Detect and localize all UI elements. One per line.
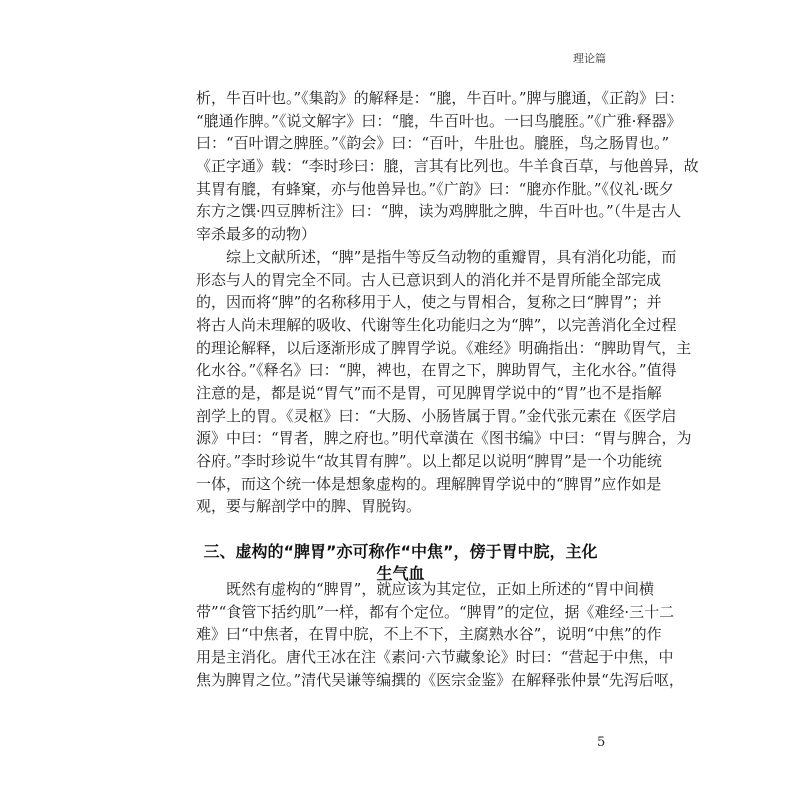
text-line: 难》曰“中焦者，在胃中脘，不上不下，主腐熟水谷”，说明“中焦”的作 [196,625,662,644]
text-line: 的理论解释，以后逐渐形成了脾胃学说。《难经》明确指出：“脾助胃气，主 [196,338,692,357]
text-line: 注意的是，都是说“胃气”而不是胃，可见脾胃学说中的“胃”也不是指解 [196,383,662,402]
text-line: 东方之馔·四豆脾析注》曰：“脾，读为鸡脾肶之脾，牛百叶也。”（牛是古人 [196,202,682,221]
text-line: 的，因而将“脾”的名称移用于人，使之与胃相合，复称之曰“脾胃”；并 [196,293,662,312]
text-line: 宰杀最多的动物） [196,225,317,244]
paragraph [196,246,692,518]
text-line: 析，牛百叶也。”《集韵》的解释是：“膍，牛百叶。”脾与膍通，《正韵》曰： [196,89,685,107]
paragraph [196,87,699,246]
text-line: 曰：“百叶谓之脾胵。”《韵会》曰：“百叶，牛肚也。膍胵，鸟之肠胃也。” [196,134,670,153]
text-line: 《正字通》载：“李时珍曰：膍，言其有比列也。牛羊食百草，与他兽异，故 [196,157,699,176]
text-line: 综上文献所述，“脾”是指牛等反刍动物的重瓣胃，具有消化功能，而 [196,247,677,266]
text-line: 形态与人的胃完全不同。古人已意识到人的消化并不是胃所能全部完成 [196,270,662,289]
text-line: 源》中曰：“胃者，脾之府也。”明代章潢在《图书编》中曰：“胃与脾合，为 [196,429,692,448]
text-line: 化水谷。”《释名》曰：“脾，裨也，在胃之下，脾助胃气，主化水谷。”值得 [196,361,677,380]
body-text-continued [196,578,684,691]
body-text [196,87,699,518]
text-line: 其胃有膍，有蜂窠，亦与他兽异也。”《广韵》曰：“膍亦作肶。”《仪礼·既夕 [196,179,674,198]
section-heading: 三、虚构的“脾胃”亦可称作“中焦”，傍于胃中脘，主化生气血 [203,542,598,583]
text-line: 一体，而这个统一体是想象虚构的。理解脾胃学说中的“脾胃”应作如是 [196,474,662,493]
paragraph [196,578,684,691]
text-line: 谷府。”李时珍说牛“故其胃有脾”。以上都足以说明“脾胃”是一个功能统 [196,452,662,470]
text-line: 既然有虚构的“脾胃”，就应该为其定位，正如上所述的“胃中间横 [196,580,655,598]
text-line: 带”“食管下括约肌”一样，都有个定位。“脾胃”的定位，据《难经·三十二 [196,602,675,621]
text-line: “膍通作脾。”《说文解字》曰：“膍，牛百叶也。一曰鸟膍胵。”《广雅·释器》 [196,111,682,130]
text-line: 将古人尚未理解的吸收、代谢等生化功能归之为“脾”，以完善消化全过程 [196,315,677,334]
text-line: 用是主消化。唐代王冰在注《素问·六节藏象论》时曰：“营起于中焦，中 [196,648,674,667]
page-number: 5 [597,735,606,750]
text-line: 观，要与解剖学中的脾、胃脱钩。 [196,497,422,516]
running-header: 理论篇 [573,52,606,65]
text-line: 焦为脾胃之位。”清代吴谦等编撰的《医宗金鉴》在解释张仲景“先泻后呕， [196,670,684,689]
text-line: 剖学上的胃。《灵枢》曰：“大肠、小肠皆属于胃。”金代张元素在《医学启 [196,406,677,425]
